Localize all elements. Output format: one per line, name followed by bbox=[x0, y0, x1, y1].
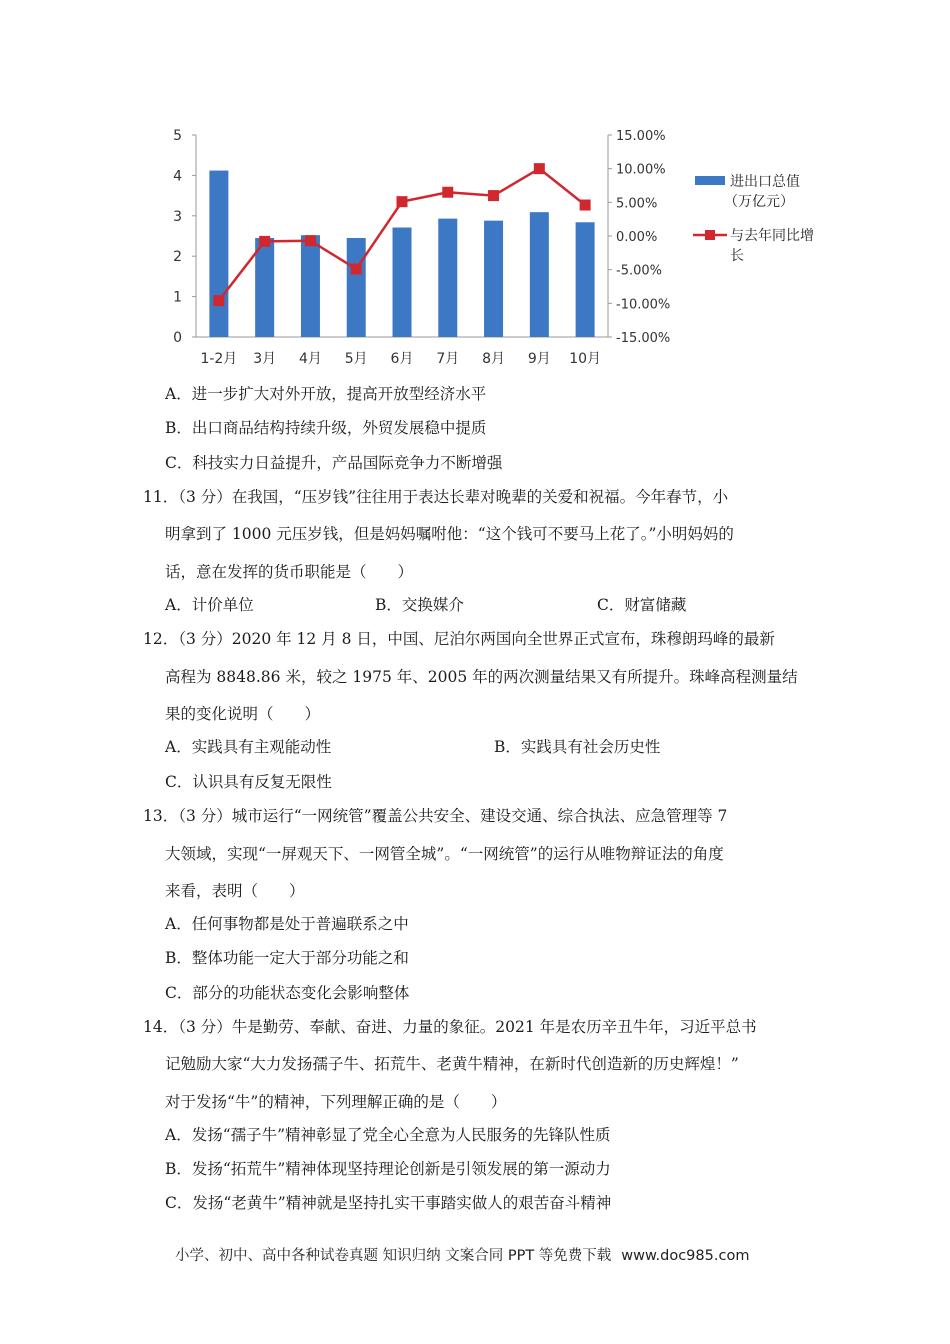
q11-option-a: A．计价单位 bbox=[165, 596, 254, 614]
growth-point bbox=[305, 235, 316, 246]
right-tick-label: 0.00% bbox=[616, 230, 658, 245]
q11-option-c: C．财富储藏 bbox=[597, 596, 687, 614]
left-axis-ticks bbox=[173, 128, 196, 346]
legend-bar-label-1: 进出口总值 bbox=[730, 174, 800, 190]
page-footer bbox=[175, 1244, 749, 1265]
x-tick-label: 3月 bbox=[253, 351, 277, 367]
legend-bar-swatch bbox=[695, 176, 725, 185]
q10-option-c: C．科技实力日益提升，产品国际竞争力不断增强 bbox=[165, 454, 503, 472]
growth-point bbox=[351, 263, 362, 274]
growth-point bbox=[213, 295, 224, 306]
q13-option-a: A．任何事物都是处于普遍联系之中 bbox=[165, 915, 409, 933]
x-tick-label: 7月 bbox=[436, 351, 460, 367]
q10-option-a: A．进一步扩大对外开放，提高开放型经济水平 bbox=[165, 385, 487, 403]
bar-series bbox=[209, 171, 594, 337]
bar bbox=[347, 238, 366, 337]
q11-stem-line-1: 11．（3 分）在我国，“压岁钱”往往用于表达长辈对晚辈的关爱和祝福。今年春节，小 bbox=[143, 488, 729, 506]
legend-line-marker bbox=[705, 230, 715, 240]
growth-point bbox=[488, 190, 499, 201]
bar bbox=[438, 219, 457, 337]
q13-option-c: C．部分的功能状态变化会影响整体 bbox=[165, 984, 410, 1002]
left-tick-label: 2 bbox=[173, 249, 182, 266]
left-tick-label: 5 bbox=[173, 128, 182, 144]
q14-option-a: A．发扬“孺子牛”精神彰显了党全心全意为人民服务的先锋队性质 bbox=[165, 1126, 611, 1144]
q10-option-b: B．出口商品结构持续升级，外贸发展稳中提质 bbox=[165, 419, 487, 437]
bar bbox=[301, 235, 320, 337]
growth-point bbox=[580, 200, 591, 211]
q14-stem-line-2: 记勉励大家“大力发扬孺子牛、拓荒牛、老黄牛精神，在新时代创造新的历史辉煌！” bbox=[165, 1055, 739, 1073]
q11-stem-line-3: 话，意在发挥的货币职能是（ ） bbox=[165, 563, 414, 581]
trade-chart bbox=[160, 118, 840, 378]
left-tick-label: 4 bbox=[173, 168, 182, 185]
bar bbox=[393, 228, 412, 337]
growth-point bbox=[534, 163, 545, 174]
q13-option-b: B．整体功能一定大于部分功能之和 bbox=[165, 949, 409, 967]
q12-stem-line-3: 果的变化说明（ ） bbox=[165, 705, 321, 723]
q13-stem-line-3: 来看，表明（ ） bbox=[165, 882, 305, 900]
right-tick-label: -15.00% bbox=[616, 331, 671, 346]
legend-line-label-1: 与去年同比增 bbox=[730, 228, 814, 244]
q12-stem-line-1: 12．（3 分）2020 年 12 月 8 日，中国、尼泊尔两国向全世界正式宣布，珠穆朗玛峰的最新 bbox=[143, 630, 775, 648]
growth-point bbox=[442, 187, 453, 198]
bar bbox=[209, 171, 228, 337]
x-tick-label: 5月 bbox=[344, 351, 368, 367]
right-axis-ticks bbox=[608, 129, 670, 346]
growth-point bbox=[259, 236, 270, 247]
left-tick-label: 1 bbox=[173, 289, 182, 306]
q14-option-b: B．发扬“拓荒牛”精神体现坚持理论创新是引领发展的第一源动力 bbox=[165, 1160, 611, 1178]
x-tick-label: 9月 bbox=[527, 351, 551, 367]
q12-option-c: C．认识具有反复无限性 bbox=[165, 773, 332, 791]
chart-legend bbox=[693, 173, 814, 264]
left-tick-label: 3 bbox=[173, 208, 182, 225]
x-tick-label: 4月 bbox=[298, 351, 322, 367]
left-tick-label: 0 bbox=[173, 330, 182, 346]
x-axis-labels bbox=[200, 351, 601, 367]
footer-url[interactable]: www.doc985.com bbox=[621, 1248, 750, 1264]
right-tick-label: -10.00% bbox=[616, 297, 671, 313]
q14-stem-line-3: 对于发扬“牛”的精神，下列理解正确的是（ ） bbox=[165, 1093, 507, 1111]
right-tick-label: 5.00% bbox=[616, 196, 658, 212]
q14-stem-line-1: 14．（3 分）牛是勤劳、奉献、奋进、力量的象征。2021 年是农历辛丑牛年，习近平总书 bbox=[143, 1018, 757, 1036]
q13-stem-line-2: 大领域，实现“一屏观天下、一网管全城”。“一网统管”的运行从唯物辩证法的角度 bbox=[165, 845, 724, 863]
bar bbox=[530, 212, 549, 337]
x-tick-label: 8月 bbox=[482, 351, 506, 367]
q13-stem-line-1: 13．（3 分）城市运行“一网统管”覆盖公共安全、建设交通、综合执法、应急管理等 7 bbox=[143, 807, 728, 825]
x-tick-label: 6月 bbox=[390, 351, 414, 367]
bar bbox=[576, 222, 595, 337]
footer-text: 小学、初中、高中各种试卷真题 知识归纳 文案合同 PPT 等免费下载 bbox=[175, 1248, 612, 1264]
right-tick-label: -5.00% bbox=[616, 263, 662, 279]
x-tick-label: 10月 bbox=[569, 351, 602, 367]
right-tick-label: 10.00% bbox=[616, 162, 666, 178]
q12-option-a: A．实践具有主观能动性 bbox=[165, 738, 332, 756]
q11-option-b: B．交换媒介 bbox=[375, 596, 464, 614]
bar bbox=[255, 238, 274, 337]
q12-stem-line-2: 高程为 8848.86 米，较之 1975 年、2005 年的两次测量结果又有所提升。珠峰高程测量结 bbox=[165, 668, 798, 686]
growth-point bbox=[397, 196, 408, 207]
q14-option-c: C．发扬“老黄牛”精神就是坚持扎实干事踏实做人的艰苦奋斗精神 bbox=[165, 1194, 612, 1212]
x-tick-label: 1-2月 bbox=[200, 351, 238, 367]
legend-line-label-2: 长 bbox=[730, 248, 744, 264]
legend-bar-label-2: （万亿元） bbox=[724, 194, 794, 210]
bar bbox=[484, 221, 503, 337]
q11-stem-line-2: 明拿到了 1000 元压岁钱，但是妈妈嘱咐他：“这个钱可不要马上花了。”小明妈妈的 bbox=[165, 525, 734, 543]
q12-option-b: B．实践具有社会历史性 bbox=[494, 738, 661, 756]
right-tick-label: 15.00% bbox=[616, 129, 666, 144]
